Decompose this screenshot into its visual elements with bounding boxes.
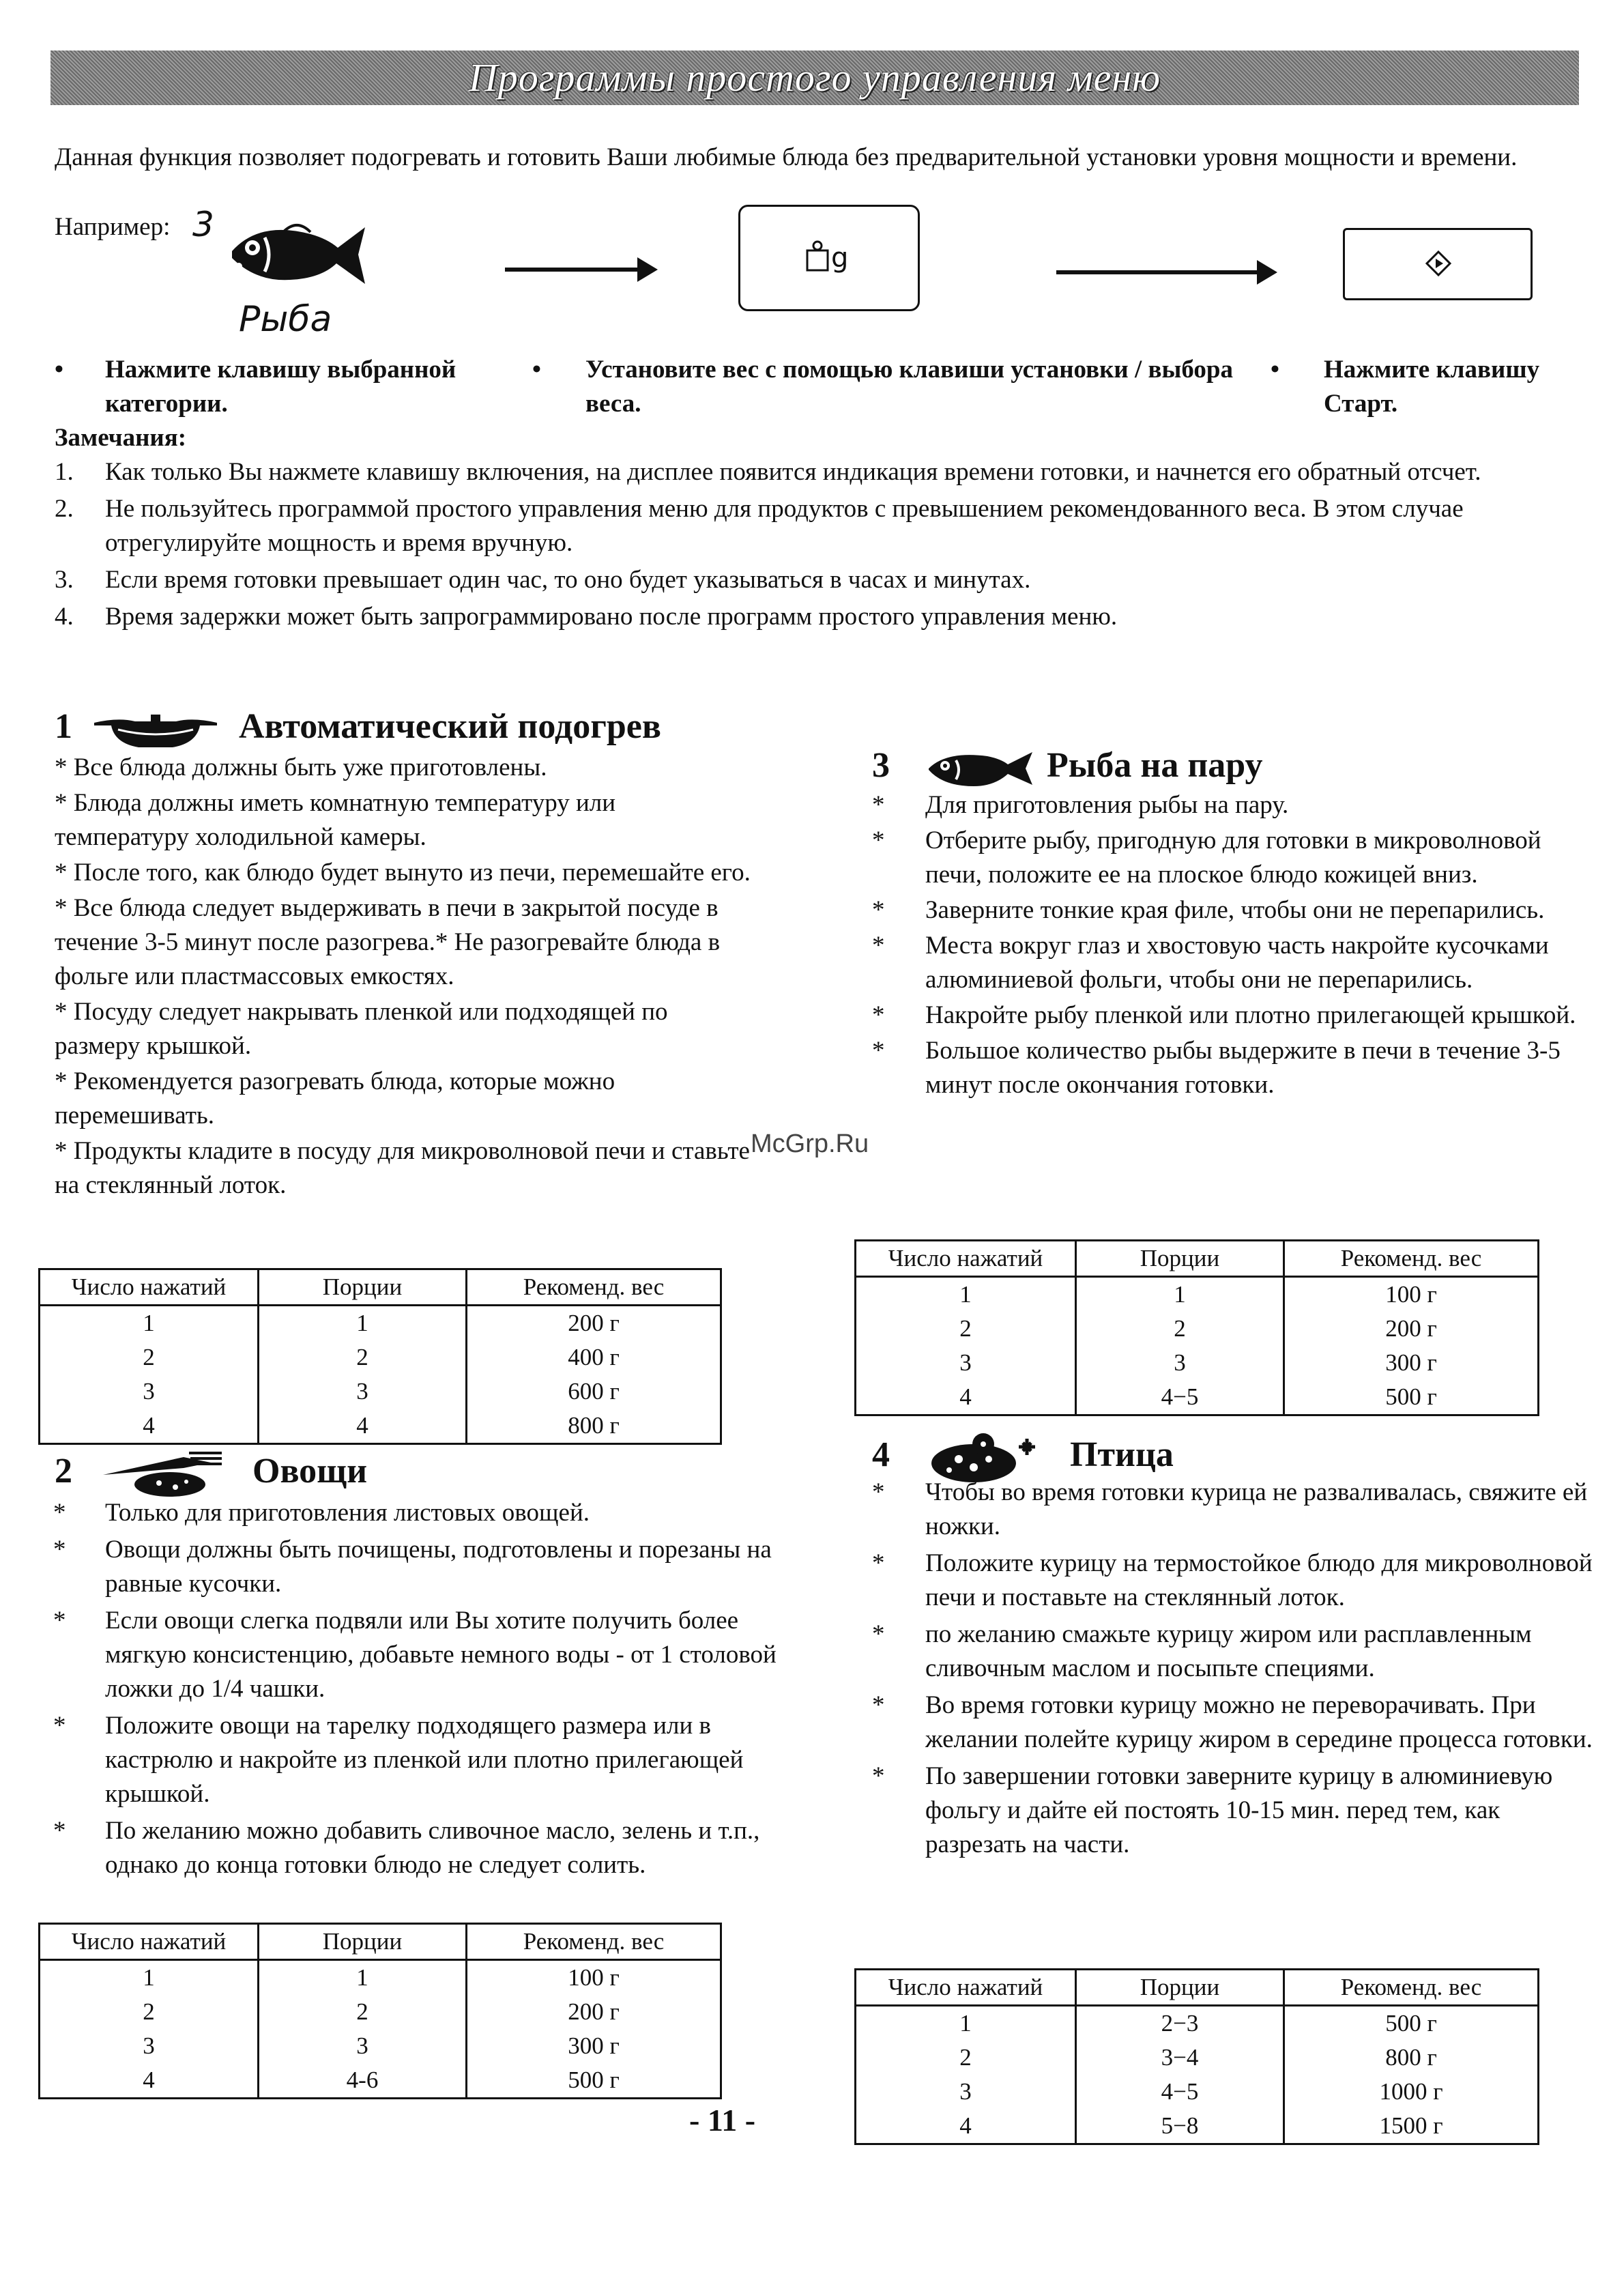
table-header: Число нажатий (856, 1970, 1076, 2006)
page-number: - 11 - (689, 2103, 756, 2138)
table-header: Рекоменд. вес (467, 1924, 721, 1960)
list-item: * Если овощи слегка подвяли или Вы хотите получить более мягкую консистенцию, добавьте немного воды - от 1 столовой ложки до 1/4 чашки. (53, 1607, 777, 1703)
table-cell: 2 (259, 1995, 467, 2029)
step-3-text: Нажмите клавишу Старт. (1324, 356, 1540, 418)
list-item: * Положите курицу на термостойкое блюдо для микроволновой печи и поставьте на стеклянный лоток. (872, 1549, 1593, 1611)
section-3-list (873, 788, 1583, 1102)
table-cell: 1 (40, 1306, 259, 1341)
table-cell: 3 (856, 2075, 1076, 2109)
table-header-row (40, 1269, 721, 1306)
section-1-table (38, 1268, 722, 1445)
list-item: * Во время готовки курицу можно не переворачивать. При желании полейте курицу жиром в середине процесса готовки. (872, 1691, 1593, 1753)
step-2-text: Установите вес с помощью клавиши установки / выбора веса. (585, 356, 1233, 418)
note-text: Как только Вы нажмете клавишу включения, на дисплее появится индикация времени готовки, и начнется его обратный отсчет. (105, 458, 1481, 486)
table-header: Число нажатий (856, 1241, 1076, 1277)
step-1-text: Нажмите клавишу выбранной категории. (105, 356, 456, 418)
table-row (40, 1375, 721, 1409)
table-header: Порции (259, 1924, 467, 1960)
table-cell: 4-6 (259, 2063, 467, 2099)
fish-key-icon (225, 217, 368, 292)
section-title: Птица (1070, 1435, 1174, 1474)
section-3-heading (872, 745, 1263, 789)
table-cell: 100 г (467, 1960, 721, 1996)
table-header: Число нажатий (40, 1924, 259, 1960)
section-2-list (55, 1496, 778, 1882)
table-cell: 600 г (467, 1375, 721, 1409)
table-cell: 1 (40, 1960, 259, 1996)
table-cell: 2 (1076, 1312, 1284, 1346)
section-title: Овощи (252, 1451, 368, 1491)
list-item: * По завершении готовки заверните курицу в алюминиевую фольгу и дайте ей постоять 10-15 мин. перед тем, как разрезать на части. (872, 1762, 1553, 1858)
table-row (40, 1340, 721, 1375)
table-row (40, 1306, 721, 1341)
note-text: Время задержки может быть запрограммировано после программ простого управления меню. (105, 603, 1118, 631)
section-4-list (873, 1476, 1597, 1862)
table-cell: 3−4 (1076, 2041, 1284, 2075)
list-item: * по желанию смажьте курицу жиром или расплавленным сливочным маслом и посыпьте специями. (872, 1620, 1532, 1682)
step-1 (55, 353, 478, 421)
table-cell: 3 (259, 2029, 467, 2063)
table-cell: 3 (856, 1346, 1076, 1380)
bullet-icon: • (532, 356, 541, 384)
table-cell: 4 (856, 1380, 1076, 1415)
bullet-icon: • (1271, 356, 1279, 384)
list-item: * Отберите рыбу, пригодную для готовки в микроволновой печи, положите ее на плоское блюдо кожицей вниз. (872, 826, 1541, 889)
table-cell: 200 г (1284, 1312, 1539, 1346)
arrow-icon (1056, 270, 1261, 274)
note-item (55, 492, 1590, 560)
table-header: Порции (1076, 1970, 1284, 2006)
table-header: Порции (259, 1269, 467, 1306)
watermark: McGrp.Ru (751, 1130, 869, 1158)
table-row (856, 1380, 1539, 1415)
list-item: * Посуду следует накрывать пленкой или подходящей по размеру крышкой. (55, 998, 668, 1060)
note-number: 3. (55, 566, 74, 594)
table-cell: 4 (856, 2109, 1076, 2144)
section-4-table (854, 1968, 1539, 2145)
list-item: * Места вокруг глаз и хвостовую часть накройте кусочками алюминиевой фольги, чтобы они не перепарились. (872, 932, 1549, 994)
list-item: * Только для приготовления листовых овощей. (53, 1499, 590, 1527)
note-number: 1. (55, 458, 74, 486)
list-item: * Все блюда должны быть уже приготовлены. (55, 753, 547, 781)
table-cell: 5−8 (1076, 2109, 1284, 2144)
table-cell: 4−5 (1076, 1380, 1284, 1415)
table-cell: 4 (40, 2063, 259, 2099)
table-cell: 300 г (467, 2029, 721, 2063)
note-item (55, 455, 1590, 489)
page-title-banner (50, 51, 1579, 105)
list-item: * После того, как блюдо будет вынуто из печи, перемешайте его. (55, 859, 751, 887)
section-2-heading (55, 1450, 367, 1498)
weight-icon (805, 240, 830, 272)
table-header: Рекоменд. вес (1284, 1241, 1539, 1277)
table-header-row (40, 1924, 721, 1960)
note-number: 4. (55, 603, 74, 631)
section-number: 2 (55, 1451, 72, 1491)
table-row (40, 2029, 721, 2063)
table-row (40, 1409, 721, 1444)
section-1-heading (55, 706, 661, 750)
table-cell: 3 (40, 2029, 259, 2063)
step-2 (532, 353, 1256, 421)
table-header: Порции (1076, 1241, 1284, 1277)
table-cell: 4 (259, 1409, 467, 1444)
table-cell: 400 г (467, 1340, 721, 1375)
section-3-table (854, 1239, 1539, 1416)
example-label: Например: (55, 213, 171, 241)
table-header: Рекоменд. вес (1284, 1970, 1539, 2006)
note-text: Не пользуйтесь программой простого управления меню для продуктов с превышением рекомендованного веса. В этом случае отрегулируйте мощность и время вручную. (105, 495, 1464, 557)
table-cell: 1500 г (1284, 2109, 1539, 2144)
table-header-row (856, 1241, 1539, 1277)
note-number: 2. (55, 495, 74, 523)
table-cell: 500 г (467, 2063, 721, 2099)
section-1-list (55, 751, 751, 1203)
list-item: * Положите овощи на тарелку подходящего размера или в кастрюлю и накройте из пленкой или плотно прилегающей крышкой. (53, 1712, 744, 1808)
note-text: Если время готовки превышает один час, то оно будет указываться в часах и минутах. (105, 566, 1031, 594)
list-item: * Заверните тонкие края филе, чтобы они не перепарились. (872, 896, 1545, 924)
intro-text: Данная функция позволяет подогревать и готовить Ваши любимые блюда без предварительной установки уровня мощности и времени. (55, 143, 1518, 171)
arrow-icon (505, 268, 641, 272)
table-row (40, 2063, 721, 2099)
table-cell: 3 (259, 1375, 467, 1409)
table-cell: 3 (40, 1375, 259, 1409)
table-cell: 300 г (1284, 1346, 1539, 1380)
table-row (856, 1277, 1539, 1312)
start-button[interactable] (1343, 228, 1533, 300)
notes-title: Замечания: (55, 424, 187, 452)
table-cell: 4−5 (1076, 2075, 1284, 2109)
table-cell: 1 (856, 1277, 1076, 1312)
list-item: * Овощи должны быть почищены, подготовлены и порезаны на равные кусочки. (53, 1536, 772, 1598)
section-number: 3 (872, 746, 890, 785)
table-cell: 1 (259, 1306, 467, 1341)
table-row (856, 2109, 1539, 2144)
section-title: Автоматический подогрев (239, 707, 661, 746)
table-header: Рекоменд. вес (467, 1269, 721, 1306)
notes-list (55, 455, 1590, 634)
table-cell: 200 г (467, 1306, 721, 1341)
bullet-icon: • (55, 356, 63, 384)
table-row (856, 2041, 1539, 2075)
list-item: * По желанию можно добавить сливочное масло, зелень и т.п., однако до конца готовки блюдо не следует солить. (53, 1817, 760, 1879)
table-cell: 2 (40, 1340, 259, 1375)
list-item: * Продукты кладите в посуду для микроволновой печи и ставьте на стеклянный лоток. (55, 1137, 750, 1199)
section-title: Рыба на пару (1047, 746, 1263, 785)
table-cell: 100 г (1284, 1277, 1539, 1312)
table-cell: 2 (259, 1340, 467, 1375)
list-item: * Блюда должны иметь комнатную температуру или температуру холодильной камеры. (55, 789, 616, 851)
table-row (40, 1960, 721, 1996)
table-row (40, 1995, 721, 2029)
page-title: Программы простого управления меню (468, 55, 1161, 100)
table-cell: 2−3 (1076, 2006, 1284, 2041)
note-item (55, 600, 1590, 634)
table-cell: 800 г (1284, 2041, 1539, 2075)
table-cell: 4 (40, 1409, 259, 1444)
table-cell: 500 г (1284, 1380, 1539, 1415)
table-row (856, 1312, 1539, 1346)
vegetables-icon (102, 1450, 224, 1498)
table-cell: 3 (1076, 1346, 1284, 1380)
table-cell: 500 г (1284, 2006, 1539, 2041)
table-cell: 1 (1076, 1277, 1284, 1312)
section-2-table (38, 1923, 722, 2099)
table-cell: 800 г (467, 1409, 721, 1444)
table-cell: 1 (856, 2006, 1076, 2041)
table-cell: 2 (856, 1312, 1076, 1346)
start-icon (1425, 250, 1451, 276)
fish-key-label: Рыба (239, 299, 332, 340)
section-number: 1 (55, 707, 72, 746)
table-row (856, 1346, 1539, 1380)
step-3 (1271, 353, 1584, 421)
list-item: * Все блюда следует выдерживать в печи в закрытой посуде в течение 3-5 минут после разогрева.* Не разогревайте блюда в фольге или пластмассовых емкостях. (55, 894, 721, 990)
table-cell: 2 (856, 2041, 1076, 2075)
table-row (856, 2006, 1539, 2041)
list-item: * Рекомендуется разогревать блюда, которые можно перемешивать. (55, 1067, 615, 1130)
table-cell: 1000 г (1284, 2075, 1539, 2109)
list-item: * Чтобы во время готовки курица не разваливалась, свяжите ей ножки. (872, 1478, 1588, 1540)
table-header-row (856, 1970, 1539, 2006)
list-item: * Для приготовления рыбы на пару. (872, 791, 1289, 819)
table-header: Число нажатий (40, 1269, 259, 1306)
weight-button[interactable] (738, 205, 920, 311)
section-number: 4 (872, 1435, 890, 1474)
example-number: 3 (192, 205, 214, 244)
table-cell: 1 (259, 1960, 467, 1996)
table-cell: 200 г (467, 1995, 721, 2029)
fish-icon (926, 748, 1035, 789)
list-item: * Накройте рыбу пленкой или плотно прилегающей крышкой. (872, 1001, 1576, 1029)
list-item: * Большое количество рыбы выдержите в печи в течение 3-5 минут после окончания готовки. (872, 1037, 1561, 1099)
table-cell: 2 (40, 1995, 259, 2029)
table-row (856, 2075, 1539, 2109)
pot-icon (91, 709, 220, 750)
weight-key-label: g (831, 242, 849, 274)
note-item (55, 563, 1590, 597)
